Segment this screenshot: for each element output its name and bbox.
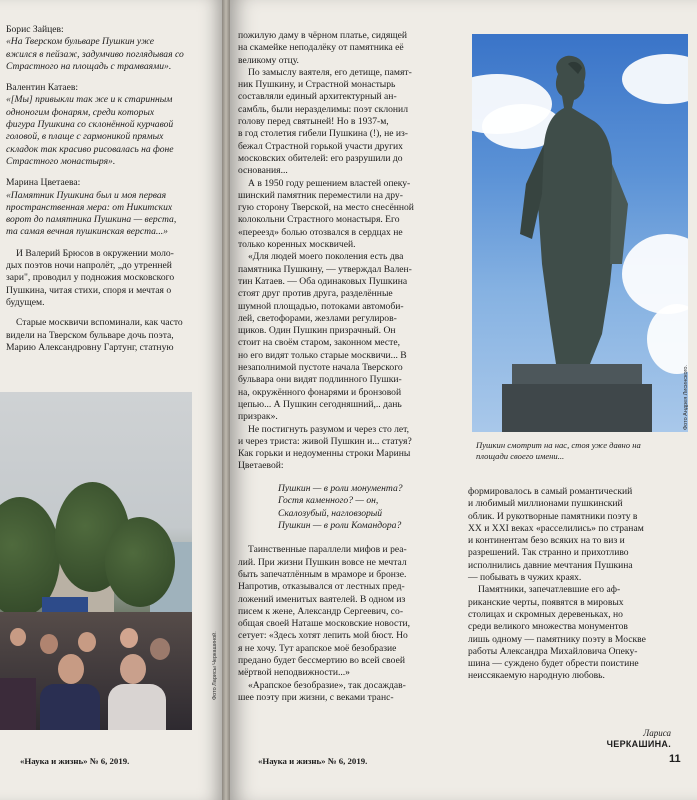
text-line: ворот до памятника Пушкина — верста, — [6, 214, 177, 226]
paragraph — [238, 178, 464, 252]
text-line: складок так красиво рисовалась на фоне — [6, 143, 174, 155]
text-line: столицах и скромных деревеньках, но — [468, 608, 623, 620]
text-line: шинский памятник переместили на дру- — [238, 189, 403, 201]
text-line: ник Пушкину, и Страстной монастырь — [238, 79, 396, 91]
text-line: ложений именитых ваятелей. В одном из — [238, 593, 406, 605]
page-number: 11 — [669, 753, 681, 765]
left-photo-credit: Фото Ларисы Черкашиной. — [212, 631, 218, 700]
right-column-1 — [238, 30, 464, 704]
poem-line: Пушкин — в роли Командора? — [278, 519, 402, 531]
quote-text — [6, 36, 212, 73]
text-line: зари", проводил у подножия московского — [6, 272, 175, 284]
text-line: я не хочу. Тут арапское моё безобразие — [238, 642, 397, 654]
text-line: лий. При жизни Пушкин вовсе не мечтал — [238, 556, 407, 568]
text-line: По замыслу ваятеля, его детище, памят- — [248, 66, 412, 78]
text-line: шина — суждено будет обрести поистине — [468, 658, 639, 670]
article-signature — [607, 728, 671, 750]
text-line: облик. И рукотворные памятники поэту в — [468, 510, 638, 522]
text-line: среди великого множества монументов — [468, 621, 628, 633]
text-line: неиссякаемую народную любовь. — [468, 670, 605, 682]
text-line: А в 1950 году решением властей опеку- — [248, 177, 411, 189]
paragraph — [6, 248, 212, 309]
text-line: пожилую даму в чёрном платье, сидящей — [238, 30, 408, 41]
quote-author: Валентин Катаев: — [6, 82, 79, 94]
crowd-photo — [0, 392, 192, 730]
text-line: одноногим фонарям, среди которых — [6, 106, 155, 118]
paragraph — [238, 424, 464, 473]
text-line: видели на Тверском бульваре дочь поэта, — [6, 329, 174, 341]
text-line: Напротив, отказывался от лестных пред- — [238, 581, 405, 593]
text-line: «На Тверском бульваре Пушкин уже — [6, 36, 155, 48]
paragraph — [238, 67, 464, 178]
text-line: «переезд» болью отозвался в сердцах не — [238, 226, 403, 238]
text-line: XX и XXI веках «расселились» по странам — [468, 522, 644, 534]
text-line: на скамейке неподалёку от памятника её — [238, 42, 404, 54]
text-line: незаполнимой пустоте начала Тверского — [238, 362, 403, 374]
text-line: великому отцу. — [238, 54, 299, 66]
text-line: Памятники, запечатлевшие его аф- — [478, 584, 621, 596]
text-line: щиков. Один Пушкин призрачный. Он — [238, 325, 396, 337]
paragraph — [238, 544, 464, 679]
author-last-name: ЧЕРКАШИНА. — [606, 739, 671, 749]
right-photo-credit: Фото Андрея Лисинского. — [683, 365, 689, 430]
text-line: общая своей Наташе московские новости, — [238, 618, 411, 630]
text-line: цепью... А Пушкин сегодняшний,.. дань — [238, 398, 402, 410]
paragraph — [238, 680, 464, 705]
text-line: шее поэту при жизни, с веками транс- — [238, 691, 394, 703]
text-line: и континентам безо всяких на то виз и — [468, 535, 625, 547]
text-line: «Памятник Пушкина был и моя первая — [6, 189, 167, 201]
text-line: Цветаевой: — [238, 460, 284, 472]
text-line: головой, в плаще с гармоникой прямых — [6, 131, 164, 143]
left-page-text — [6, 24, 212, 362]
poem — [278, 483, 464, 533]
text-line: мёртвой неподвижности...» — [238, 667, 350, 679]
text-line: гую сторону Тверской, на место снесённой — [238, 202, 414, 214]
text-line: И Валерий Брюсов в окружении моло- — [16, 247, 174, 259]
text-line: самбль, были неразделимы: поэт склонил — [238, 103, 408, 115]
text-line: Таинственные параллели мифов и реа- — [248, 544, 407, 556]
right-footer: «Наука и жизнь» № 6, 2019. — [258, 756, 368, 766]
text-line: Не постигнуть разумом и через сто лет, — [248, 423, 410, 435]
text-line: исполнились давние мечтания Пушкина — [468, 559, 633, 571]
text-line: тин Катаев. — Оба одинаковых Пушкина — [238, 275, 408, 287]
text-line: разрешений. Так странно и прихотливо — [468, 547, 629, 559]
paragraph — [238, 30, 464, 67]
text-line: но его видят только старые москвичи... В — [238, 349, 407, 361]
text-line: составляли единый архитектурный ан- — [238, 91, 397, 103]
text-line: только коренных москвичей. — [238, 239, 356, 251]
text-line: Старые москвичи вспоминали, как часто — [16, 317, 183, 329]
pushkin-statue-photo — [472, 34, 688, 432]
poem-line: Скалозубый, нагловзорый — [278, 507, 383, 519]
text-line: дых поэтов ночи напролёт, „до утренней — [6, 260, 172, 272]
text-line: «Для людей моего поколения есть два — [248, 251, 404, 263]
text-line: — побывать в чужих краях. — [468, 572, 582, 584]
text-line: Как горьки и недоуменны строки Марины — [238, 448, 411, 460]
poem-line: Пушкин — в роли монумента? — [278, 482, 403, 494]
quote-text — [6, 190, 212, 239]
paragraph — [238, 251, 464, 423]
paragraph — [6, 317, 212, 354]
text-line: призрак». — [238, 411, 278, 423]
text-line: работы Александра Михайловича Опеку- — [468, 645, 638, 657]
text-line: предано будет бессмертию во всей своей — [238, 654, 405, 666]
text-line: московских обителей: его разрушили до — [238, 152, 403, 164]
text-line: «[Мы] привыкли так же и к старинным — [6, 94, 173, 106]
quote-text — [6, 94, 212, 168]
quote-author: Марина Цветаева: — [6, 177, 81, 189]
text-line: лей, светофорами, жезлами регулиров- — [238, 312, 397, 324]
right-column-2 — [468, 486, 688, 683]
text-line: стоит на своём старом, законном месте, — [238, 337, 401, 349]
text-line: «Арапское безобразие», так досаждав- — [248, 679, 406, 691]
caption-line: Пушкин смотрит на нас, стоя уже давно на — [476, 440, 641, 450]
left-footer: «Наука и жизнь» № 6, 2019. — [20, 756, 130, 766]
author-first-name: Лариса — [643, 728, 671, 738]
text-line: пространственная мера: от Никитских — [6, 201, 173, 213]
text-line: риканские черты, появятся в мировых — [468, 596, 624, 608]
paragraph — [468, 486, 688, 584]
text-line: в год столетия гибели Пушкина (!), не из- — [238, 128, 408, 140]
text-line: бежал Страстной горькой участи других — [238, 140, 403, 152]
text-line: стоят друг против друга, разделённые — [238, 288, 393, 300]
text-line: бульвара они видят подлинного Пушки- — [238, 374, 402, 386]
caption-line: площади своего имени... — [476, 451, 565, 461]
text-line: Страстного монастыря». — [6, 155, 116, 167]
text-line: основания... — [238, 165, 288, 177]
text-line: фигура Пушкина со склонённой курчавой — [6, 119, 174, 131]
text-line: на, окружённого фонарями и бронзовой — [238, 386, 402, 398]
text-line: колокольни Страстного монастыря. Его — [238, 214, 400, 226]
text-line: Пушкина, читая стихи, споря и мечтая о — [6, 284, 172, 296]
text-line: писем к жене, Александр Сергеевич, со- — [238, 605, 404, 617]
text-line: Страстного на площадь с трамваями». — [6, 60, 172, 72]
text-line: и через триста: живой Пушкин и... статуя? — [238, 435, 412, 447]
text-line: будущем. — [6, 296, 45, 308]
text-line: голову перед святыней! Но в 1937-м, — [238, 116, 389, 128]
text-line: памятника Пушкину, — утверждал Вален- — [238, 263, 412, 275]
photo-caption — [476, 440, 676, 462]
text-line: Марию Александровну Гартунг, статную — [6, 341, 174, 353]
text-line: формировалось в самый романтический — [468, 486, 633, 497]
text-line: шумной площадью, потоками автомоби- — [238, 300, 404, 312]
paragraph — [468, 584, 688, 682]
text-line: вжился в пейзаж, задумчиво поглядывая со — [6, 48, 184, 60]
text-line: быть запечатлённым в мраморе и бронзе. — [238, 568, 407, 580]
text-line: сетует: «Здесь хотят лепить мой бюст. Но — [238, 630, 408, 642]
text-line: и любимый миллионами пушкинский — [468, 498, 623, 510]
quote-author: Борис Зайцев: — [6, 24, 64, 35]
text-line: лишь одному — памятнику поэту в Москве — [468, 633, 646, 645]
book-gutter — [222, 0, 230, 800]
text-line: та самая вечная пушкинская верста...» — [6, 226, 168, 238]
poem-line: Гостя каменного? — он, — [278, 495, 379, 507]
